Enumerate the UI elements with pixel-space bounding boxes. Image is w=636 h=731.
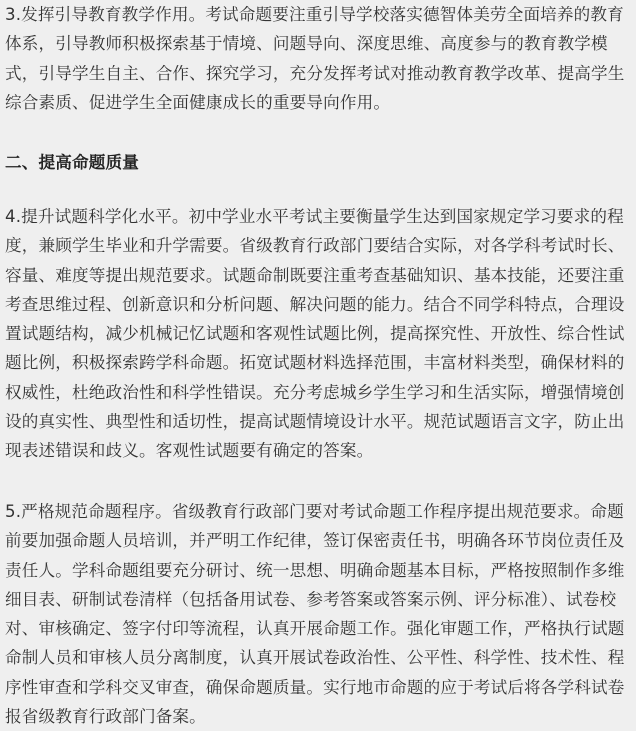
text-line: 序性审查和学科交叉审查，确保命题质量。实行地市命题的应于考试后将各学科试卷 xyxy=(5,677,625,697)
text-line: 现表述错误和歧义。客观性试题要有确定的答案。 xyxy=(5,441,374,461)
text-line: 置试题结构，减少机械记忆试题和客观性试题比例，提高探究性、开放性、综合性试 xyxy=(5,324,625,344)
text-line: 设的真实性、典型性和适切性，提高试题情境设计水平。规范试题语言文字，防止出 xyxy=(5,412,625,432)
text-line: 5.严格规范命题程序。省级教育行政部门要对考试命题工作程序提出规范要求。命题 xyxy=(5,502,624,521)
text-line: 权威性，杜绝政治性和科学性错误。充分考虑城乡学生学习和生活实际，增强情境创 xyxy=(5,382,625,402)
paragraph-3-guidance-role xyxy=(5,0,631,117)
text-line: 前要加强命题人员培训，并严明工作纪律，签订保密责任书，明确各环节岗位责任及 xyxy=(5,531,625,551)
text-line: 命制人员和审核人员分离制度，认真开展试卷政治性、公平性、科学性、技术性、程 xyxy=(5,648,625,668)
text-line: 责任人。学科命题组要充分研讨、统一思想、明确命题基本目标，严格按照制作多维 xyxy=(5,560,625,580)
text-line: 式，引导学生自主、合作、探究学习，充分发挥考试对推动教育教学改革、提高学生 xyxy=(5,63,625,83)
paragraph-4-scientific-level xyxy=(5,202,631,466)
text-line: 题比例，积极探索跨学科命题。拓宽试题材料选择范围，丰富材料类型，确保材料的 xyxy=(5,353,625,373)
text-line: 考查思维过程、创新意识和分析问题、解决问题的能力。结合不同学科特点，合理设 xyxy=(5,294,625,314)
text-line: 4.提升试题科学化水平。初中学业水平考试主要衡量学生达到国家规定学习要求的程 xyxy=(5,207,624,226)
text-line: 细目表、研制试卷清样（包括备用试卷、参考答案或答案示例、评分标准）、试卷校 xyxy=(5,589,617,609)
text-line: 综合素质、促进学生全面健康成长的重要导向作用。 xyxy=(5,92,391,112)
text-line: 对、审核确定、签字付印等流程，认真开展命题工作。强化审题工作，严格执行试题 xyxy=(5,619,625,639)
text-line: 3.发挥引导教育教学作用。考试命题要注重引导学校落实德智体美劳全面培养的教育 xyxy=(5,5,624,24)
section-heading xyxy=(5,148,631,177)
text-line: 体系，引导教师积极探索基于情境、问题导向、深度思维、高度参与的教育教学模 xyxy=(5,34,608,54)
text-line: 报省级教育行政部门备案。 xyxy=(5,707,206,727)
text-line: 度，兼顾学生毕业和升学需要。省级教育行政部门要结合实际，对各学科考试时长、 xyxy=(5,236,625,256)
paragraph-5-proposition-procedure xyxy=(5,497,631,731)
text-line: 容量、难度等提出规范要求。试题命制既要注重考查基础知识、基本技能，还要注重 xyxy=(5,265,625,285)
section-heading-text: 二、提高命题质量 xyxy=(5,153,139,172)
